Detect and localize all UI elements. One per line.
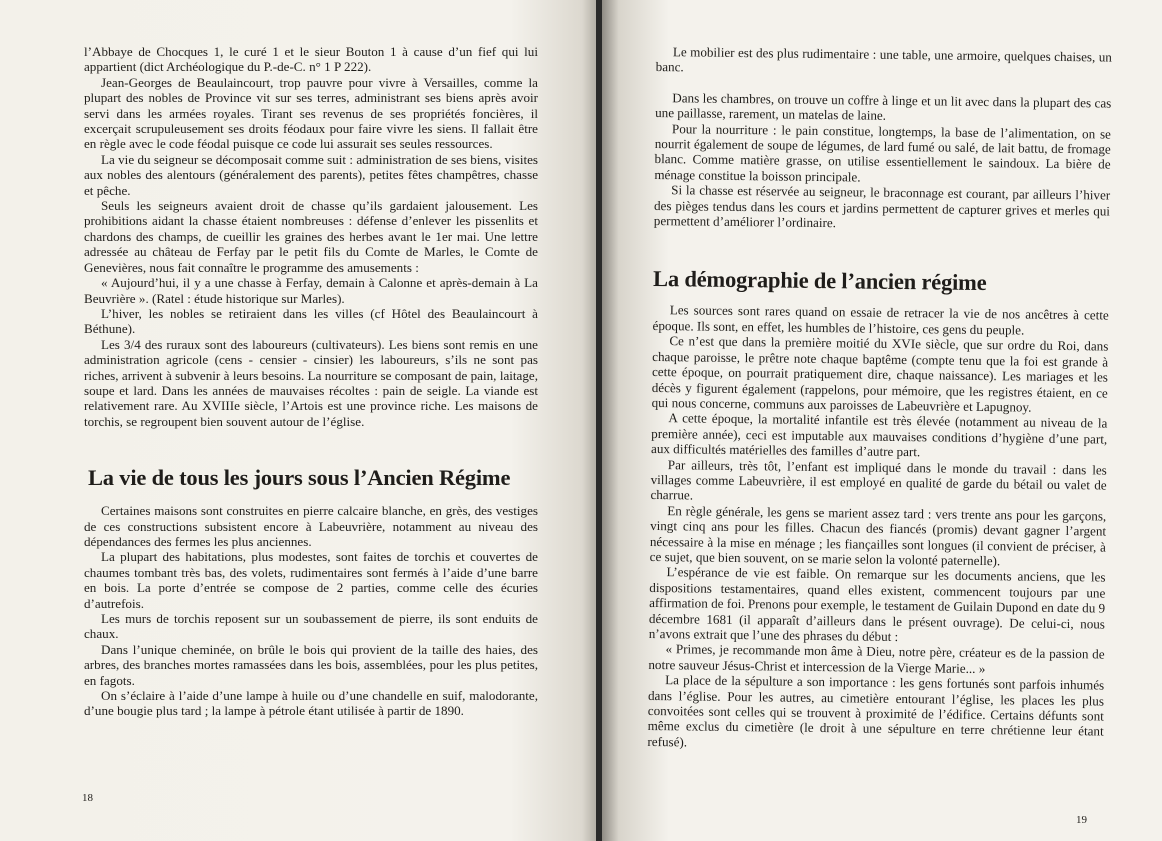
paragraph: Les 3/4 des ruraux sont des laboureurs (cultivateurs). Les biens sont remis en une administration agricole (cens - censier - cinsier) les laboureurs, s’ils ne sont pas riches, arrivent à subvenir à leurs besoins. La nourriture se composant de pain, laitage, soupe et lard. Dans les années de mauvaises récoltes : pain de seigle. La viande est relativement rare. Au XVIIIe siècle, l’Artois est une province riche. Les maisons de torchis, se regroupent bien souvent autour de l’église.	[84, 336, 538, 429]
paragraph: L’espérance de vie est faible. On remarque sur les documents anciens, que les dispositions testamentaires, quand elles existent, commencent toujours par une affirmation de foi. Prenons pour exemple, le testament de Guilain Dupond en date du 9 décembre 1681 (il apparaît d’ailleurs dans le présent ouvrage). De celui-ci, nous n’avons extrait que l’une des phrases du début :	[648, 564, 1106, 645]
paragraph: Par ailleurs, très tôt, l’enfant est impliqué dans le monde du travail : dans les villages comme Labeuvrière, il est employé en qualité de garde du bétail ou valet de charrue.	[650, 456, 1107, 503]
quote-paragraph: « Primes, je recommande mon âme à Dieu, notre père, créateur es de la passion de notre sauveur Jésus-Christ et intercession de la Vierge Marie... »	[648, 641, 1105, 676]
paragraph: Dans les chambres, on trouve un coffre à linge et un lit avec dans la plupart des cas une paillasse, rarement, un matelas de laine.	[655, 90, 1112, 124]
paragraph: En règle générale, les gens se marient assez tard : vers trente ans pour les garçons, vingt cinq ans pour les filles. Chacun des fiancés (promis) devant gagner l’argent nécessaire à la mise en ménage ; les fiançailles sont longues (il convient de préciser, à ce sujet, que bien souvent, on se marie selon la volonté paternelle).	[649, 502, 1107, 569]
paragraph: Dans l’unique cheminée, on brûle le bois qui provient de la taille des haies, des arbres, des branches mortes ramassées dans les bois, assemblées, pour les plus petites, en fagots.	[84, 641, 538, 688]
page-number: 18	[82, 792, 93, 804]
paragraph: La plupart des habitations, plus modestes, sont faites de torchis et couvertes de chaumes tombant très bas, des volets, rudimentaires sont fermés à l’aide d’une barre en bois. La porte d’entrée se compose de 2 parties, comme celle des écuries d’autrefois.	[84, 549, 538, 611]
paragraph: Certaines maisons sont construites en pierre calcaire blanche, en grès, des vestiges de ces constructions subsistent encore à Labeuvrière, notamment au niveau des dépendances des fermes les plus anciennes.	[84, 503, 538, 549]
right-page	[602, 0, 1162, 841]
paragraph: Les murs de torchis reposent sur un soubassement de pierre, ils sont enduits de chaux.	[84, 611, 538, 642]
right-text-column	[647, 44, 1112, 755]
quote-paragraph: « Aujourd’hui, il y a une chasse à Ferfay, demain à Calonne et après-demain à La Beuvrière ». (Ratel : étude historique sur Marles).	[84, 275, 538, 306]
paragraph: Le mobilier est des plus rudimentaire : une table, une armoire, quelques chaises, un banc.	[655, 44, 1112, 75]
paragraph: Si la chasse est réservée au seigneur, le braconnage est courant, par ailleurs l’hiver des pièges tendus dans les cours et jardins permettent de capturer grives et merles qui permettent d’améliorer l’ordinaire.	[653, 182, 1111, 231]
left-text-column	[84, 44, 538, 719]
section-heading: La vie de tous les jours sous l’Ancien Régime	[88, 465, 511, 491]
paragraph: Jean-Georges de Beaulaincourt, trop pauvre pour vivre à Versailles, comme la plupart des nobles de Province vit sur ses terres, administrant ses biens après avoir servi dans les armées royales. Tirant ses revenus de ses propriétés foncières, il excerçait scrupuleusement ses droits féodaux pour faire vivre les siens. Il fallait être en règle avec le code féodal puisque ce code lui assurait ses seules ressources.	[84, 74, 538, 152]
paragraph: A cette époque, la mortalité infantile est très élevée (notamment au niveau de la première année), ceci est imputable aux mauvaises conditions d’hygiène d’une part, aux difficultés matérielles des familles d’autre part.	[650, 410, 1108, 460]
paragraph: L’hiver, les nobles se retiraient dans les villes (cf Hôtel des Beaulaincourt à Béthune).	[84, 305, 538, 337]
page-number: 19	[1076, 814, 1087, 826]
paragraph: Ce n’est que dans la première moitié du XVIe siècle, que sur ordre du Roi, dans chaque paroisse, le prêtre note chaque baptême (compte tenu que la foi est grande à cette époque, on pourrait pratiquement dire, chaque naissance). Les mariages et les décès y figurent également (rappelons, pour mémoire, que les registres étaient, en ce qui nous concerne, communs aux paroisses de Labeuvrière et Lapugnoy.	[651, 333, 1109, 415]
paragraph: La vie du seigneur se décomposait comme suit : administration de ses biens, visites aux nobles des alentours (généralement des parents), petites fêtes champêtres, chasse et pêche.	[84, 151, 538, 198]
paragraph: Seuls les seigneurs avaient droit de chasse qu’ils gardaient jalousement. Les prohibitions aidant la chasse étaient nombreuses : défense d’enlever les pissenlits et chardons des champs, de cueillir les graines des herbes avant le 1er mai. Une lettre adressée au château de Ferfay par le petit fils du Comte de Marles, le Comte de Genevières, nous fait connaître le programme des amusements :	[84, 198, 538, 275]
paragraph: La place de la sépulture a son importance : les gens fortunés sont parfois inhumés dans l’église. Pour les autres, au cimetière entourant l’église, les places les plus convoitées sont celles qui se trouvent à proximité de l’édifice. Certains défunts sont même exclus du cimetière (le droit à une sépulture en terre chrétienne leur étant refusé).	[647, 672, 1105, 750]
paragraph: Les sources sont rares quand on essaie de retracer la vie de nos ancêtres à cette époque. Ils sont, en effet, les humbles de l’histoire, ces gens du peuple.	[652, 302, 1109, 338]
paragraph: On s’éclaire à l’aide d’une lampe à huile ou d’une chandelle en suif, malodorante, d’une bougie plus tard ; la lampe à pétrole étant utilisée à partir de 1890.	[84, 688, 538, 719]
section-heading: La démographie de l’ancien régime	[652, 266, 987, 296]
paragraph: Pour la nourriture : le pain constitue, longtemps, la base de l’alimentation, on se nourrit également de soupe de légumes, de lard fumé ou salé, de lait battu, de fromage blanc. Comme matière grasse, on utilise essentiellement le saindoux. La bière de ménage constitue la boisson principale.	[654, 120, 1112, 185]
paragraph: l’Abbaye de Chocques 1, le curé 1 et le sieur Bouton 1 à cause d’un fief qui lui appartient (dict Archéologique du P.-de-C. n° 1 P 222).	[84, 44, 538, 75]
